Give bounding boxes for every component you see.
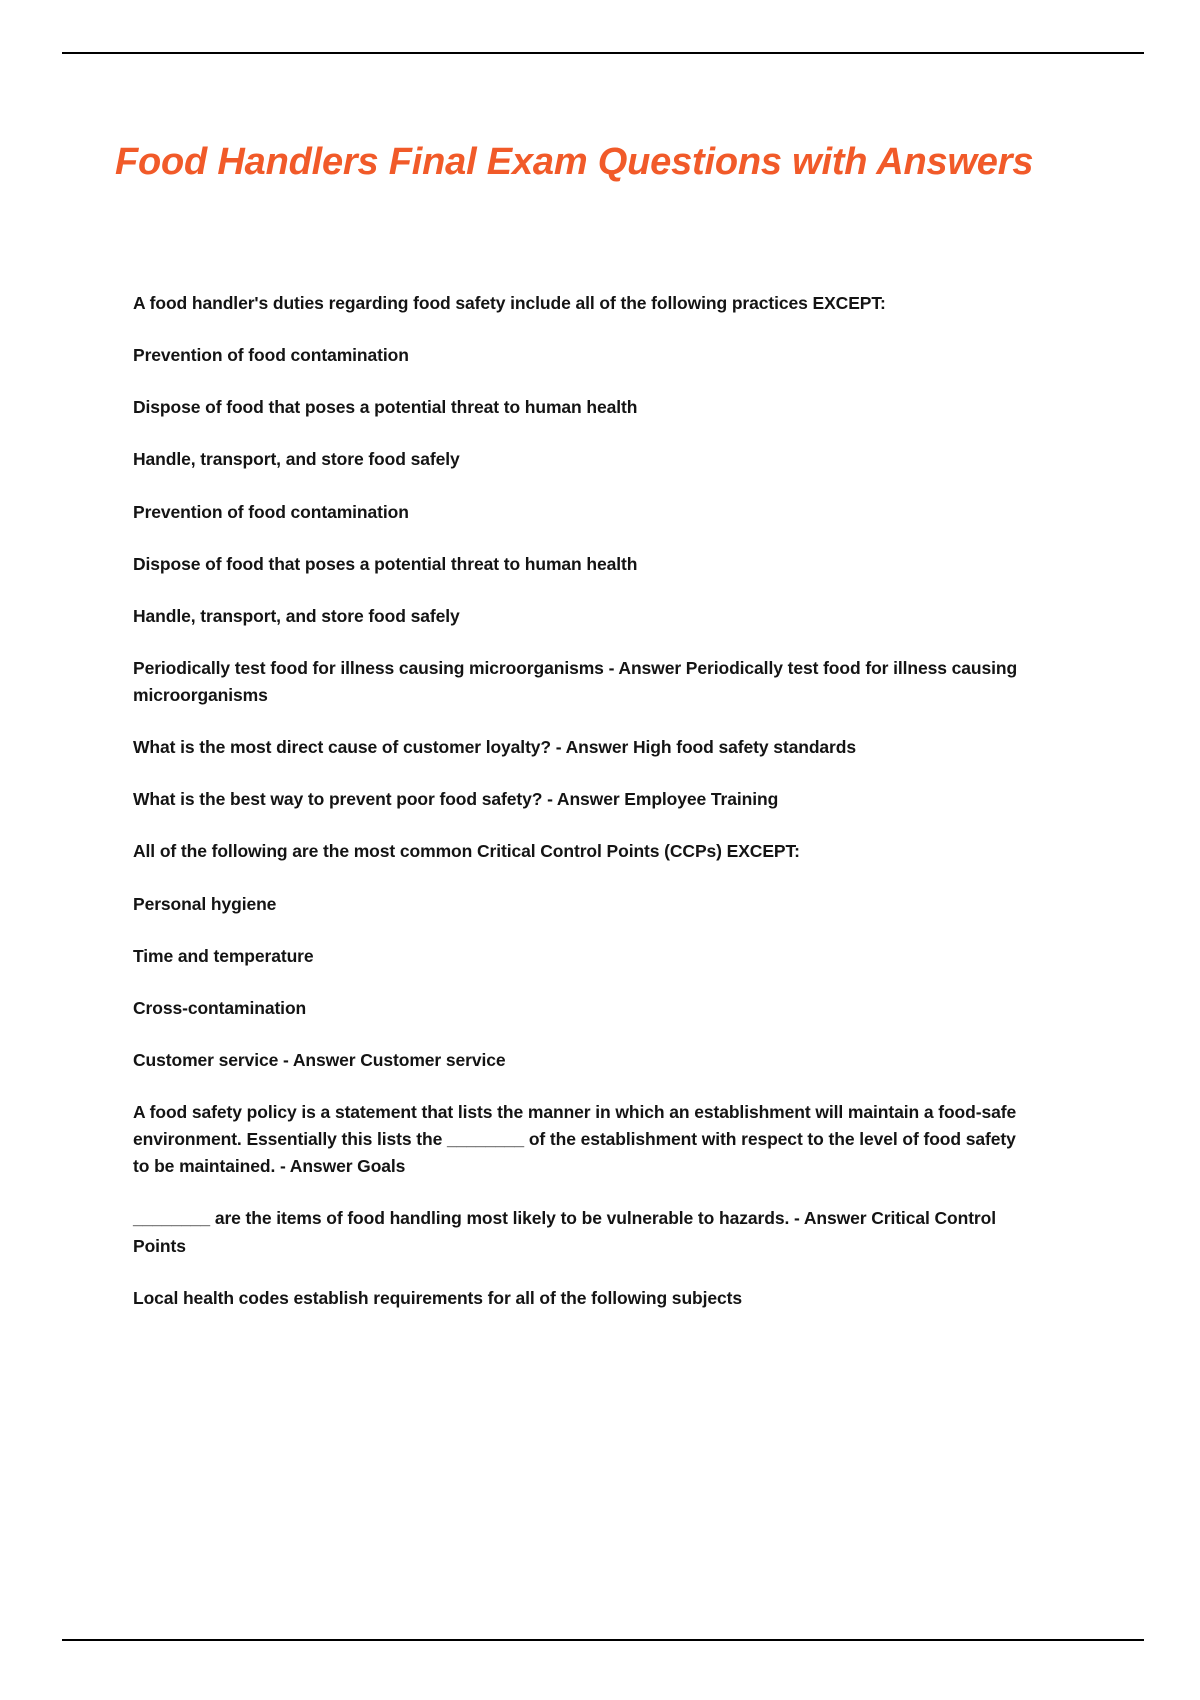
top-divider bbox=[62, 52, 1144, 54]
paragraph: Handle, transport, and store food safely bbox=[133, 449, 460, 470]
paragraph: A food handler's duties regarding food safety include all of the following practices EXCEPT: bbox=[133, 293, 886, 313]
bottom-divider bbox=[62, 1639, 1144, 1641]
paragraph: Dispose of food that poses a potential threat to human health bbox=[133, 553, 638, 574]
paragraph: Periodically test food for illness causing microorganisms - Answer Periodically test food for illness causing microorganisms bbox=[133, 657, 1018, 705]
paragraph: Local health codes establish requirements for all of the following subjects bbox=[133, 1287, 743, 1308]
paragraph: Dispose of food that poses a potential threat to human health bbox=[133, 397, 638, 418]
paragraph: Time and temperature bbox=[133, 945, 314, 966]
paragraph: Customer service - Answer Customer service bbox=[133, 1049, 506, 1070]
paragraph: Handle, transport, and store food safely bbox=[133, 605, 460, 626]
paragraph: Prevention of food contamination bbox=[133, 501, 409, 522]
paragraph: Cross-contamination bbox=[133, 997, 307, 1018]
paragraph: Personal hygiene bbox=[133, 893, 277, 914]
paragraph: What is the best way to prevent poor food safety? - Answer Employee Training bbox=[133, 789, 779, 810]
paragraph: ________ are the items of food handling most likely to be vulnerable to hazards. - Answer Critical Control Points bbox=[133, 1208, 996, 1256]
paragraph: Prevention of food contamination bbox=[133, 345, 409, 366]
document-body bbox=[133, 290, 1023, 1312]
page-title: Food Handlers Final Exam Questions with Answers bbox=[115, 141, 1034, 184]
paragraph: A food safety policy is a statement that lists the manner in which an establishment will maintain a food-safe environment. Essentially this lists the ________ of the establishment with respect to the level of food safety to be maintained. - Answer Goals bbox=[133, 1102, 1017, 1177]
paragraph: What is the most direct cause of customer loyalty? - Answer High food safety standards bbox=[133, 737, 856, 758]
paragraph: All of the following are the most common Critical Control Points (CCPs) EXCEPT: bbox=[133, 841, 800, 862]
